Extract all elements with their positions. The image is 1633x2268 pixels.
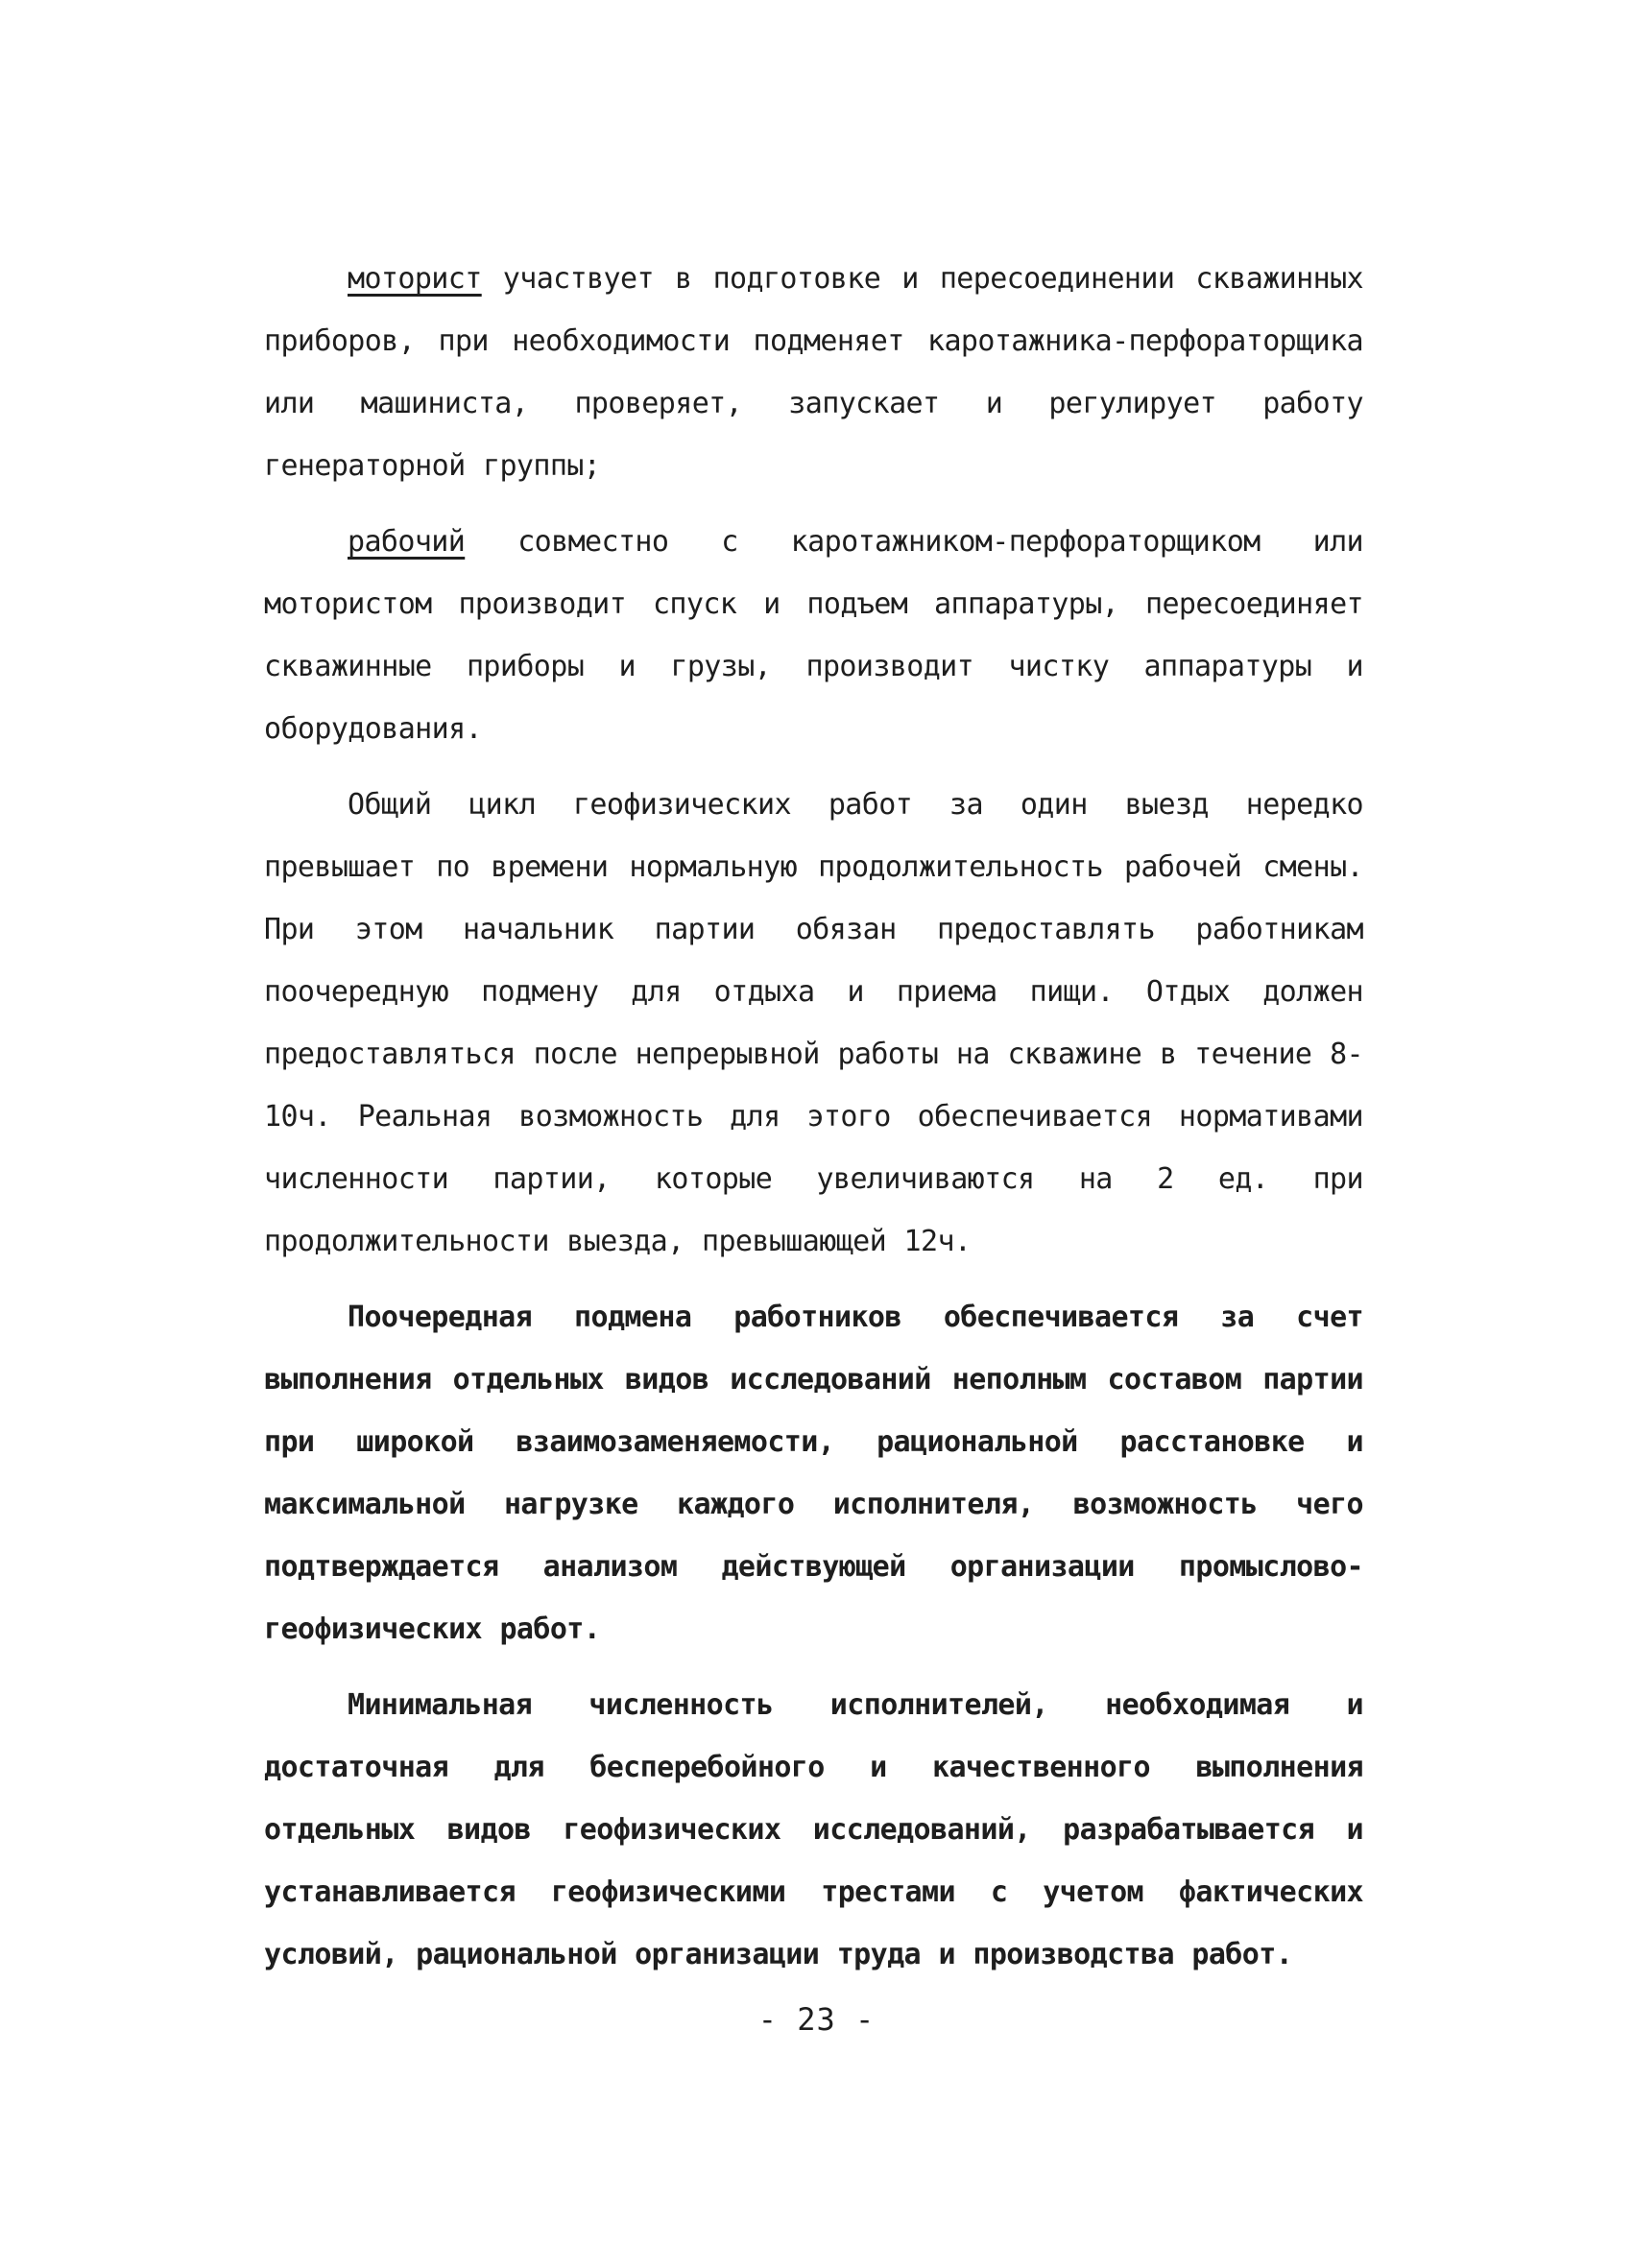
paragraph-worker <box>264 511 1363 760</box>
body-text <box>264 248 1363 1999</box>
paragraph-motorist <box>264 248 1363 497</box>
paragraph-motorist-text: участвует в подготовке и пересоединении скважинных приборов, при необходимости подменяет каротажника-перфораторщика или машиниста, проверяет, запускает и регулирует работу генераторной группы; <box>264 262 1363 483</box>
term-worker: рабочий <box>348 525 466 559</box>
term-motorist: моторист <box>348 262 482 296</box>
paragraph-work-cycle: Общий цикл геофизических работ за один выезд нередко превышает по времени нормальную продолжительность рабочей смены. При этом начальник партии обязан предоставлять работникам поочередную подмену для отдыха и приема пищи. Отдых должен предоставляться после непрерывной работы на скважине в течение 8-10ч. Реальная возможность для этого обеспечивается нормативами численности партии, которые увеличиваются на 2 ед. при продолжительности выезда, превышающей 12ч. <box>264 788 1363 1258</box>
paragraph-rotation: Поочередная подмена работников обеспечивается за счет выполнения отдельных видов исследований неполным составом партии при широкой взаимозаменяемости, рациональной расстановке и максимальной нагрузке каждого исполнителя, возможность чего подтверждается анализом действующей организации промыслово-геофизических работ. <box>264 1301 1363 1646</box>
page-number: - 23 - <box>757 2001 876 2038</box>
paragraph-minimum-staff: Минимальная численность исполнителей, необходимая и достаточная для бесперебойного и качественного выполнения отдельных видов геофизических исследований, разрабатывается и устанавливается геофизическими трестами с учетом фактических условий, рациональной организации труда и производства работ. <box>264 1688 1363 1971</box>
paragraph-worker-text: совместно с каротажником-перфораторщиком или мотористом производит спуск и подъем аппаратуры, пересоединяет скважинные приборы и грузы, производит чистку аппаратуры и оборудования. <box>264 525 1363 746</box>
